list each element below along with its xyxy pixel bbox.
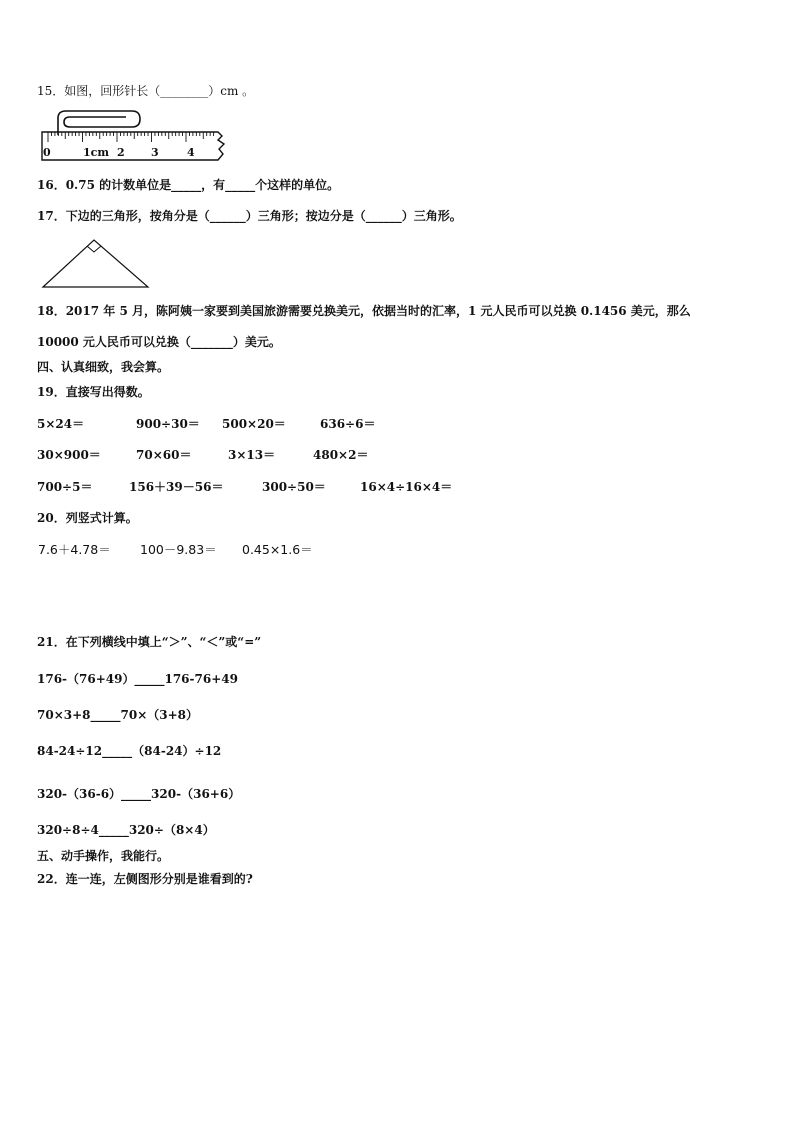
question-15: 15．如图，回形针长（________）cm 。 (37, 84, 255, 98)
calc-item: 500×20＝ (222, 417, 286, 431)
vertical-calc-item: 7.6＋4.78＝ (38, 542, 111, 557)
ruler-label-2: 2 (117, 146, 125, 159)
compare-item: 320-（36-6）_____320-（36+6） (37, 787, 241, 801)
section-5-heading: 五、动手操作，我能行。 (37, 849, 170, 863)
question-22: 22．连一连，左侧图形分别是谁看到的? (37, 872, 253, 886)
question-20: 20．列竖式计算。 (37, 511, 138, 525)
ruler-label-4: 4 (187, 146, 195, 159)
compare-item: 70×3+8_____70×（3+8） (37, 708, 199, 722)
calc-item: 5×24＝ (37, 417, 85, 431)
calc-item: 16×4÷16×4＝ (360, 480, 453, 494)
ruler-label-1cm: 1cm (83, 146, 109, 159)
question-19: 19．直接写出得数。 (37, 385, 150, 399)
question-21: 21．在下列横线中填上“＞”、“＜”或“=” (37, 635, 262, 649)
vertical-calc-item: 100－9.83＝ (140, 542, 217, 557)
calc-item: 636÷6＝ (320, 417, 376, 431)
calc-item: 300÷50＝ (262, 480, 326, 494)
calc-item: 3×13＝ (228, 448, 276, 462)
compare-item: 84-24÷12_____（84-24）÷12 (37, 744, 222, 758)
compare-item: 320÷8÷4_____320÷（8×4） (37, 823, 215, 837)
calc-item: 30×900＝ (37, 448, 101, 462)
vertical-calc-item: 0.45×1.6＝ (242, 542, 313, 557)
calc-item: 156＋39－56＝ (129, 480, 224, 494)
right-triangle-figure (40, 236, 152, 290)
ruler-label-0: 0 (43, 146, 51, 159)
calc-item: 900÷30＝ (136, 417, 200, 431)
calc-item: 700÷5＝ (37, 480, 93, 494)
compare-item: 176-（76+49）_____176-76+49 (37, 672, 238, 686)
question-18-line1: 18．2017 年 5 月，陈阿姨一家要到美国旅游需要兑换美元，依据当时的汇率，1 元人民币可以兑换 0.1456 美元，那么 (37, 304, 691, 318)
question-16: 16．0.75 的计数单位是_____，有_____个这样的单位。 (37, 178, 340, 192)
ruler-with-paperclip (40, 108, 230, 164)
question-17: 17．下边的三角形，按角分是（______）三角形；按边分是（______）三角形。 (37, 209, 462, 223)
ruler-label-3: 3 (151, 146, 159, 159)
calc-item: 480×2＝ (313, 448, 369, 462)
calc-item: 70×60＝ (136, 448, 192, 462)
question-18-line2: 10000 元人民币可以兑换（_______）美元。 (37, 335, 281, 349)
section-4-heading: 四、认真细致，我会算。 (37, 360, 170, 374)
